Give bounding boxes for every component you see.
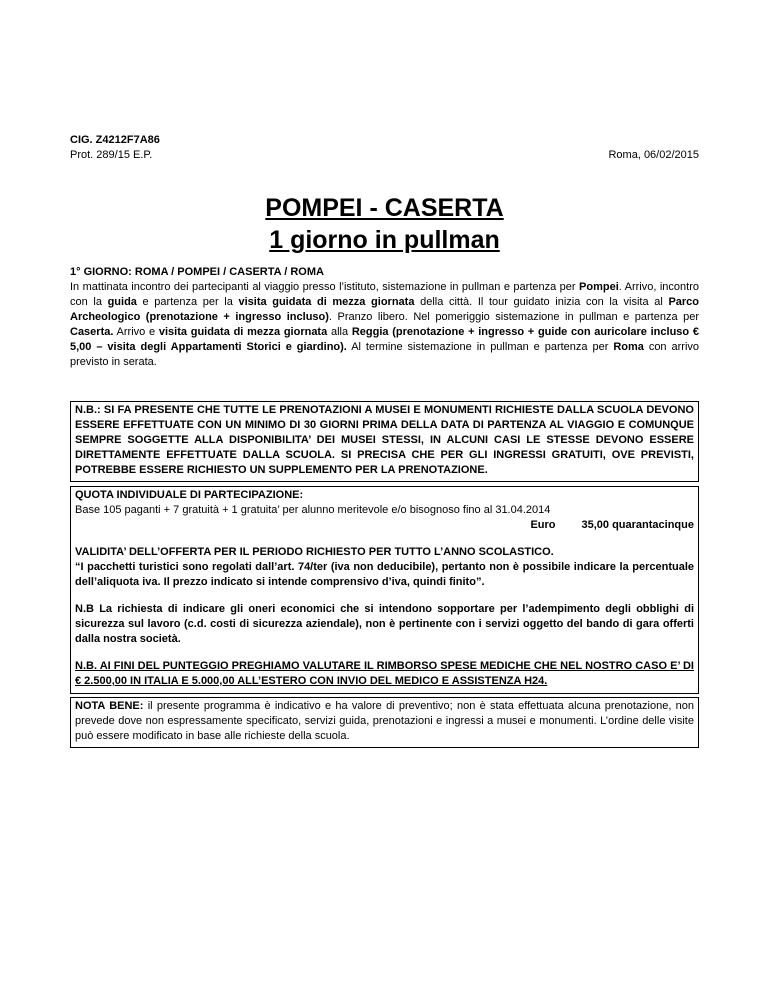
text-run: Arrivo e [113,326,159,338]
validity-text: VALIDITA’ DELL’OFFERTA PER IL PERIODO RICHIESTO PER TUTTO L’ANNO SCOLASTICO. [75,546,554,558]
price-label: Euro [530,519,556,531]
protocol-row [70,148,699,163]
iva-text: “I pacchetti turistici sono regolati dall’art. 74/ter (iva non deducibile), pertanto non è possibile indicare la percentuale dell’aliquota iva. Il prezzo indicato si intende comprensivo d’iva, quindi finito”. [75,561,694,588]
nota-bene-box [70,697,699,748]
nota-bene-label: NOTA BENE: [75,700,144,712]
itinerary-day-1 [70,265,699,370]
page-title: POMPEI - CASERTA [265,194,504,222]
nota-bene-text: il presente programma è indicativo e ha valore di preventivo; non è stata effettuata alcuna prenotazione, non prevede dove non espressamente specificato, servizi guida, prenotazioni e ingressi a musei e monumenti. L’ordine delle visite può essere modificato in base alle richieste della scuola. [75,700,694,742]
bold-run: Roma [613,341,644,353]
day-heading: 1° GIORNO: ROMA / POMPEI / CASERTA / ROMA [70,266,324,278]
quota-heading: QUOTA INDIVIDUALE DI PARTECIPAZIONE: [75,489,304,501]
document-header [70,133,699,163]
day-description [70,280,699,370]
page-subtitle: 1 giorno in pullman [269,226,500,254]
title-block [70,192,699,256]
bold-run: Reggia (prenotazione + ingresso + guide con auricolare incluso € 5,00 – visita degli Appartamenti Storici e giardino). [70,326,699,353]
text-run: In mattinata incontro dei partecipanti al viaggio presso l’istituto, sistemazione in pullman e partenza per [70,281,580,293]
medical-reimbursement-text: N.B. AI FINI DEL PUNTEGGIO PREGHIAMO VALUTARE IL RIMBORSO SPESE MEDICHE CHE NEL NOSTRO CASO E’ DI € 2.500,00 IN ITALIA E 5.000,00 ALL’ESTERO CON INVIO DEL MEDICO E ASSISTENZA H24. [75,660,694,687]
price-row [75,518,694,533]
bold-run: visita guidata di mezza giornata [158,326,328,338]
text-run: . Arrivo, incontro con la [70,281,699,308]
text-run: e partenza per la [136,296,239,308]
text-run: con arrivo previsto in serata. [70,341,699,368]
quota-base: Base 105 paganti + 7 gratuità + 1 gratuita’ per alunno meritevole e/o bisognoso fino al 31.04.2014 [75,504,551,516]
text-run: . Pranzo libero. Nel pomeriggio sistemazione in pullman e partenza per [328,311,699,323]
document-date: Roma, 06/02/2015 [608,149,699,161]
bold-run: guida [107,296,137,308]
text-run: della città. Il tour guidato inizia con la visita al [414,296,669,308]
price-value: 35,00 quarantacinque [581,519,694,531]
text-run: Al termine sistemazione in pullman e partenza per [346,341,614,353]
text-run: alla [327,326,352,338]
bold-run: visita guidata di mezza giornata [238,296,415,308]
safety-costs-text: N.B La richiesta di indicare gli oneri economici che si intendono sopportare per l’adempimento degli obblighi di sicurezza sul lavoro (c.d. costi di sicurezza aziendale), non è pertinente con i servizi oggetto del bando di gara offerti dalla nostra società. [75,603,694,645]
quota-box [70,486,699,694]
protocol-number: Prot. 289/15 E.P. [70,149,153,161]
booking-notice-box: N.B.: SI FA PRESENTE CHE TUTTE LE PRENOTAZIONI A MUSEI E MONUMENTI RICHIESTE DALLA SCUOLA DEVONO ESSERE EFFETTUATE CON UN MINIMO DI 30 GIORNI PRIMA DELLA DATA DI PARTENZA AL VIAGGIO E COMUNQUE SEMPRE SOGGETTE ALLA DISPONIBILITA’ DEI MUSEI STESSI, IN ALCUNI CASI LE STESSE DEVONO ESSERE DIRETTAMENTE EFFETTUATE DALLA SCUOLA. SI PRECISA CHE PER GLI INGRESSI GRATUITI, OVE PREVISTI, POTREBBE ESSERE RICHIESTO UN SUPPLEMENTO PER LA PRENOTAZIONE. [70,401,699,482]
bold-run: Caserta. [70,326,114,338]
bold-run: Parco Archeologico (prenotazione + ingresso incluso) [70,296,700,323]
bold-run: Pompei [579,281,619,293]
cig-code: CIG. Z4212F7A86 [70,134,160,146]
